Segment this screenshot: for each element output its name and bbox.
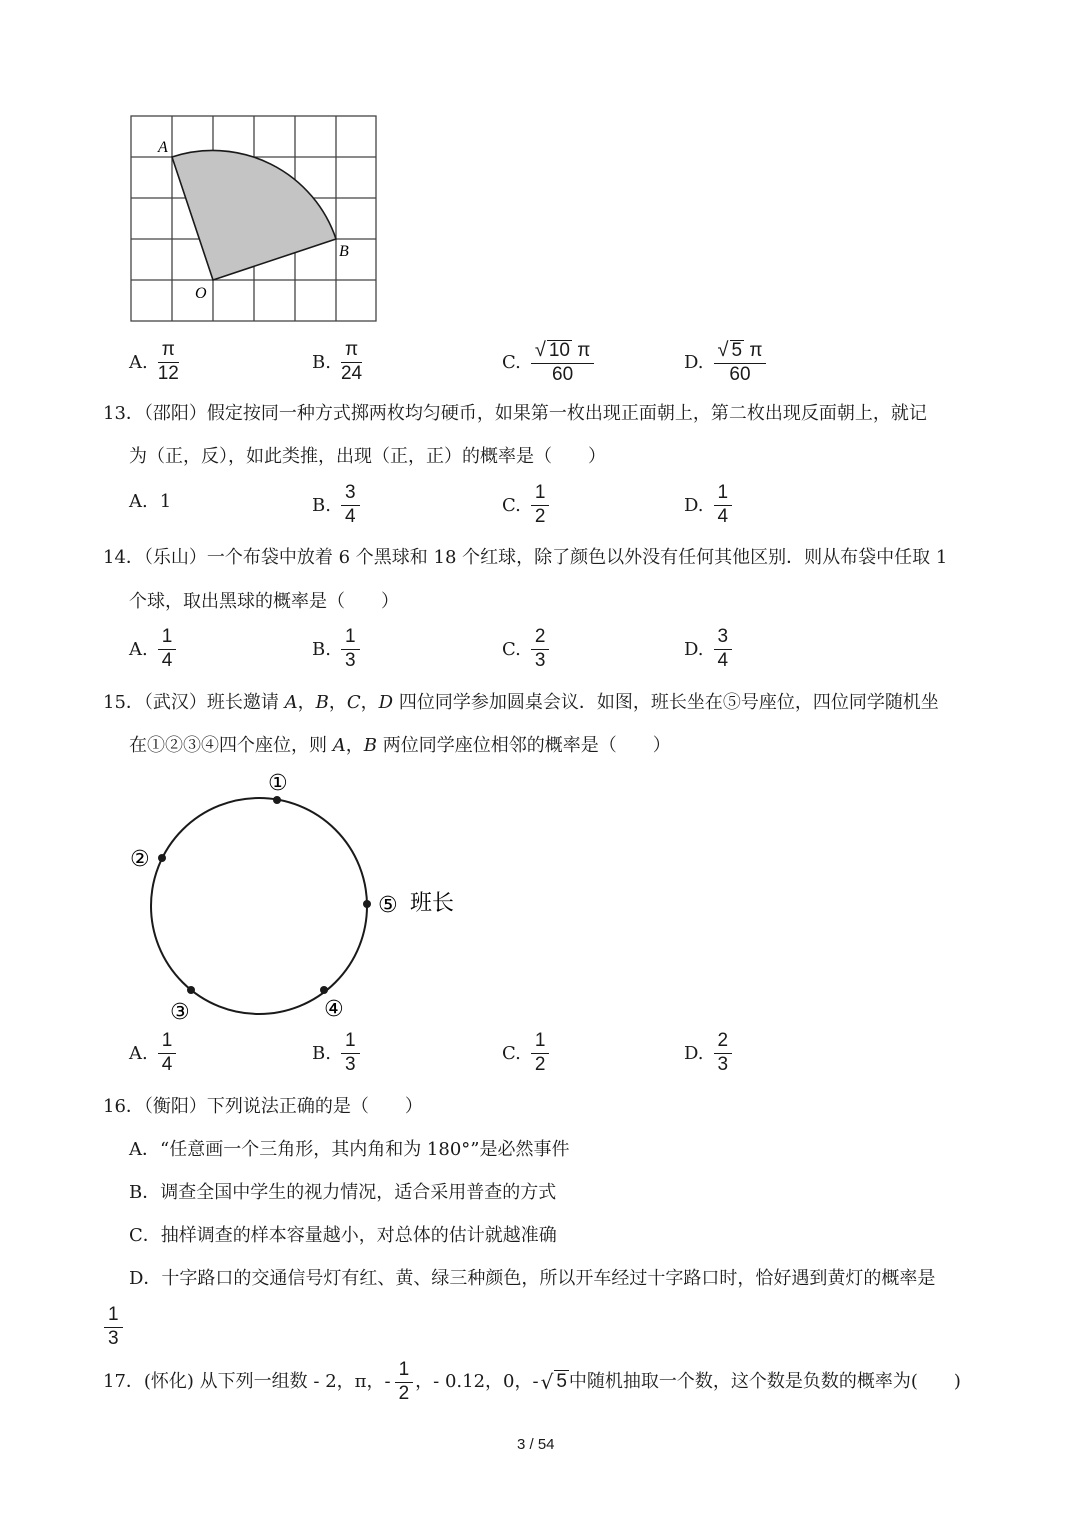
q16-option-d: D．十字路口的交通信号灯有红、黄、绿三种颜色，所以开车经过十字路口时，恰好遇到黄灯的概率是 (129, 1268, 936, 1289)
seat-2-label: ② (130, 847, 150, 872)
round-table-figure (0, 760, 520, 1030)
q13-stem-line2: 为（正，反），如此类推，出现（正，正）的概率是（ ） (129, 446, 606, 467)
q15-stem-line1: 15．（武汉）班长邀请 A，B，C，D 四位同学参加圆桌会议．如图，班长坐在⑤号座位，四位同学随机坐 (103, 692, 939, 713)
seat-4-label: ④ (324, 997, 344, 1022)
seat-5-label: ⑤ (378, 893, 398, 918)
seat-5-dot (363, 900, 371, 908)
seat-2-dot (158, 854, 166, 862)
q15-option-b: B. $\frac{1}{3}$ (312, 1031, 360, 1075)
q15-option-c: C. $\frac{1}{2}$ (502, 1031, 549, 1075)
q16-option-a: A．“任意画一个三角形，其内角和为 180°”是必然事件 (129, 1139, 570, 1160)
q14-option-d: D. $\frac{3}{4}$ (684, 627, 732, 671)
q12-option-a: A. $\frac{\pi}{12}$ (129, 339, 179, 384)
q13-option-a: A. 1 (129, 491, 172, 512)
point-b-label: B (339, 243, 349, 260)
q14-option-c: C. $\frac{2}{3}$ (502, 627, 549, 671)
q14-stem-line2: 个球，取出黑球的概率是（ ） (129, 591, 399, 612)
seat-4-dot (320, 986, 328, 994)
seat-3-label: ③ (170, 1000, 190, 1025)
q13-stem-line1: 13．（邵阳）假定按同一种方式掷两枚均匀硬币，如果第一枚出现正面朝上，第二枚出现反面朝上，就记 (103, 403, 927, 424)
q15-option-a: A. $\frac{1}{4}$ (129, 1031, 176, 1075)
q16-option-c: C．抽样调查的样本容量越小，对总体的估计就越准确 (129, 1225, 557, 1246)
q12-option-d: D. $\frac{√ 5 \pi}{60}$ (684, 340, 766, 385)
point-a-label: A (158, 139, 168, 156)
q15-stem-line2: 在①②③④四个座位，则 A，B 两位同学座位相邻的概率是（ ） (129, 735, 671, 756)
round-table (151, 798, 367, 1014)
q13-option-d: D. $\frac{1}{4}$ (684, 483, 732, 527)
q12-option-c: C. $\frac{√ 10 \pi}{60}$ (502, 340, 594, 385)
q12-option-b: B. $\frac{\pi}{24}$ (312, 339, 363, 384)
q13-option-b: B. $\frac{3}{4}$ (312, 483, 360, 527)
monitor-label: 班长 (410, 891, 455, 916)
q17-stem: 17．(怀化) 从下列一组数 - 2，π，- $\frac{1}{2}$ ，- 0.12，0，- √ 5 中随机抽取一个数，这个数是负数的概率为( ) (103, 1359, 961, 1404)
page-number: 3 / 54 (517, 1436, 555, 1453)
seat-1-dot (273, 796, 281, 804)
q16-option-b: B．调查全国中学生的视力情况，适合采用普查的方式 (129, 1182, 557, 1203)
seat-3-dot (187, 986, 195, 994)
shaded-sector (172, 150, 336, 280)
point-o-label: O (195, 285, 207, 302)
q16-stem: 16．（衡阳）下列说法正确的是（ ） (103, 1096, 423, 1117)
sector-grid-figure (0, 0, 420, 335)
q14-stem-line1: 14．（乐山）一个布袋中放着 6 个黑球和 18 个红球，除了颜色以外没有任何其他区别．则从布袋中任取 1 (103, 547, 948, 568)
q14-option-a: A. $\frac{1}{4}$ (129, 627, 176, 671)
q14-option-b: B. $\frac{1}{3}$ (312, 627, 360, 671)
q16-option-d-fraction: $\frac{1}{3}$ (94, 1305, 123, 1349)
q13-option-c: C. $\frac{1}{2}$ (502, 483, 549, 527)
q15-option-d: D. $\frac{2}{3}$ (684, 1031, 732, 1075)
seat-1-label: ① (268, 771, 288, 796)
